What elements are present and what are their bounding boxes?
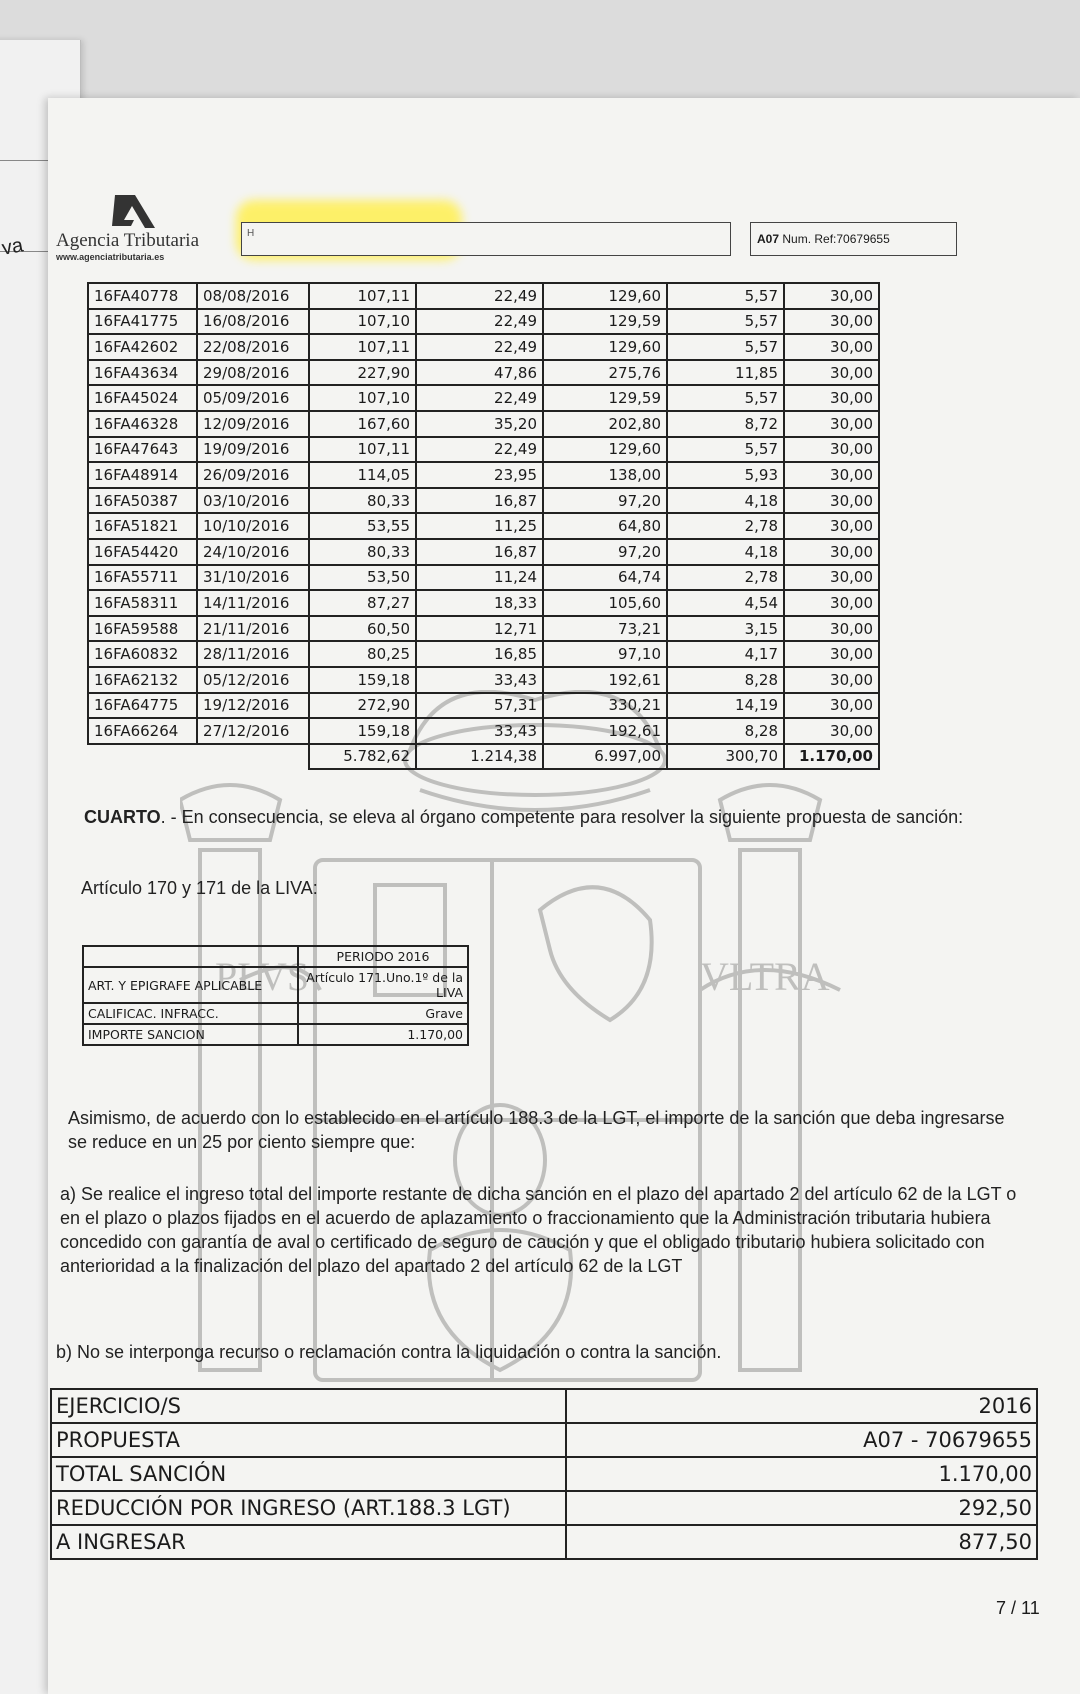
invoice-cell: 30,00 <box>784 590 879 616</box>
invoice-cell: 30,00 <box>784 539 879 565</box>
invoice-cell: 4,17 <box>667 641 784 667</box>
invoice-cell: 27/12/2016 <box>197 718 309 744</box>
invoice-cell: 30,00 <box>784 718 879 744</box>
invoice-cell: 4,54 <box>667 590 784 616</box>
reference-box <box>750 222 957 256</box>
invoice-cell: 73,21 <box>543 616 667 642</box>
invoice-cell: 159,18 <box>309 718 416 744</box>
invoice-cell: 16FA54420 <box>88 539 197 565</box>
page-number: 7 / 11 <box>996 1598 1040 1618</box>
invoice-cell: 16FA64775 <box>88 693 197 719</box>
invoice-row <box>88 667 879 693</box>
invoice-cell: 47,86 <box>416 360 543 386</box>
invoice-cell: 5,57 <box>667 283 784 309</box>
invoice-total-cell: 1.170,00 <box>784 744 879 770</box>
invoice-cell: 16/08/2016 <box>197 309 309 335</box>
summary-row <box>51 1525 1037 1559</box>
invoice-cell: 16FA45024 <box>88 385 197 411</box>
invoice-cell: 05/09/2016 <box>197 385 309 411</box>
motto-left: PLVS <box>215 954 310 999</box>
sanction-label: IMPORTE SANCION <box>83 1024 298 1045</box>
invoice-cell: 28/11/2016 <box>197 641 309 667</box>
invoice-cell: 12,71 <box>416 616 543 642</box>
summary-row <box>51 1491 1037 1525</box>
invoice-row <box>88 385 879 411</box>
summary-label: TOTAL SANCIÓN <box>51 1457 566 1491</box>
invoice-row <box>88 360 879 386</box>
sanction-value: Grave <box>298 1003 468 1024</box>
invoice-cell: 159,18 <box>309 667 416 693</box>
invoice-cell: 57,31 <box>416 693 543 719</box>
invoice-cell: 16FA43634 <box>88 360 197 386</box>
invoice-row <box>88 718 879 744</box>
invoice-cell: 114,05 <box>309 462 416 488</box>
invoice-table <box>87 282 880 770</box>
invoice-cell: 8,28 <box>667 667 784 693</box>
invoice-cell: 4,18 <box>667 539 784 565</box>
invoice-cell: 275,76 <box>543 360 667 386</box>
summary-value: 877,50 <box>566 1525 1037 1559</box>
invoice-cell: 19/09/2016 <box>197 437 309 463</box>
summary-value: 292,50 <box>566 1491 1037 1525</box>
invoice-cell: 129,59 <box>543 309 667 335</box>
invoice-cell: 2,78 <box>667 513 784 539</box>
invoice-cell: 129,60 <box>543 437 667 463</box>
invoice-cell: 107,11 <box>309 334 416 360</box>
invoice-cell: 87,27 <box>309 590 416 616</box>
invoice-cell: 30,00 <box>784 334 879 360</box>
invoice-cell: 30,00 <box>784 309 879 335</box>
invoice-row <box>88 513 879 539</box>
summary-table <box>50 1388 1038 1560</box>
invoice-row <box>88 565 879 591</box>
invoice-row <box>88 539 879 565</box>
condition-a: a) Se realice el ingreso total del importe restante de dicha sanción en el plazo del apartado 2 del artículo 62 de la LGT o en el plazo o plazos fijados en el acuerdo de aplazamiento o fraccionamiento que la Administración tributaria hubiera concedido con garantía de aval o certificado de seguro de caución y que el obligado tributario hubiera solicitado con anterioridad a la finalización del plazo del apartado 2 del artículo 62 de la LGT <box>60 1184 1017 1276</box>
invoice-cell: 29/08/2016 <box>197 360 309 386</box>
invoice-cell: 22/08/2016 <box>197 334 309 360</box>
summary-label: REDUCCIÓN POR INGRESO (ART.188.3 LGT) <box>51 1491 566 1525</box>
summary-row <box>51 1389 1037 1423</box>
invoice-cell: 22,49 <box>416 334 543 360</box>
invoice-cell: 16,87 <box>416 488 543 514</box>
underlying-page-text: va <box>0 234 25 260</box>
invoice-total-cell: 1.214,38 <box>416 744 543 770</box>
invoice-cell: 16,85 <box>416 641 543 667</box>
invoice-cell: 16FA58311 <box>88 590 197 616</box>
asimismo-paragraph: Asimismo, de acuerdo con lo establecido en el artículo 188.3 de la LGT, el importe de la sanción que deba ingresarse se reduce en un 25 por ciento siempre que: <box>68 1108 1005 1152</box>
invoice-cell: 33,43 <box>416 667 543 693</box>
invoice-cell: 30,00 <box>784 411 879 437</box>
invoice-cell: 12/09/2016 <box>197 411 309 437</box>
invoice-cell: 16FA41775 <box>88 309 197 335</box>
agency-name: Agencia Tributaria <box>56 230 200 251</box>
invoice-cell: 64,74 <box>543 565 667 591</box>
invoice-cell: 30,00 <box>784 283 879 309</box>
invoice-cell: 05/12/2016 <box>197 667 309 693</box>
summary-row <box>51 1423 1037 1457</box>
invoice-cell: 19/12/2016 <box>197 693 309 719</box>
invoice-cell: 3,15 <box>667 616 784 642</box>
invoice-cell: 30,00 <box>784 385 879 411</box>
invoice-row <box>88 488 879 514</box>
invoice-cell: 272,90 <box>309 693 416 719</box>
summary-label: A INGRESAR <box>51 1525 566 1559</box>
invoice-row <box>88 616 879 642</box>
invoice-cell: 2,78 <box>667 565 784 591</box>
summary-row <box>51 1457 1037 1491</box>
invoice-cell: 16FA50387 <box>88 488 197 514</box>
sanction-label: ART. Y EPIGRAFE APLICABLE <box>83 967 298 1003</box>
invoice-cell: 30,00 <box>784 693 879 719</box>
invoice-cell: 105,60 <box>543 590 667 616</box>
invoice-cell: 30,00 <box>784 462 879 488</box>
invoice-cell: 53,55 <box>309 513 416 539</box>
agencia-logo-icon <box>110 190 160 230</box>
invoice-cell: 138,00 <box>543 462 667 488</box>
invoice-cell: 30,00 <box>784 488 879 514</box>
invoice-cell: 107,11 <box>309 283 416 309</box>
cuarto-body: . - En consecuencia, se eleva al órgano competente para resolver la siguiente propuesta de sanción: <box>160 807 964 827</box>
invoice-cell: 202,80 <box>543 411 667 437</box>
invoice-cell: 03/10/2016 <box>197 488 309 514</box>
sanction-value: 1.170,00 <box>298 1024 468 1045</box>
invoice-cell: 11,85 <box>667 360 784 386</box>
invoice-cell: 129,59 <box>543 385 667 411</box>
taxpayer-name-text: H <box>247 228 255 239</box>
invoice-cell: 107,10 <box>309 309 416 335</box>
invoice-cell: 16FA66264 <box>88 718 197 744</box>
invoice-cell: 16FA47643 <box>88 437 197 463</box>
taxpayer-name-box <box>241 222 731 256</box>
invoice-totals-blank <box>197 744 309 770</box>
invoice-cell: 22,49 <box>416 385 543 411</box>
summary-label: EJERCICIO/S <box>51 1389 566 1423</box>
invoice-row <box>88 283 879 309</box>
invoice-cell: 97,20 <box>543 539 667 565</box>
invoice-total-cell: 300,70 <box>667 744 784 770</box>
invoice-cell: 5,93 <box>667 462 784 488</box>
invoice-cell: 23,95 <box>416 462 543 488</box>
invoice-cell: 16FA48914 <box>88 462 197 488</box>
invoice-totals-row <box>88 744 879 770</box>
invoice-cell: 64,80 <box>543 513 667 539</box>
invoice-cell: 129,60 <box>543 334 667 360</box>
invoice-row <box>88 590 879 616</box>
invoice-cell: 26/09/2016 <box>197 462 309 488</box>
invoice-totals-blank <box>88 744 197 770</box>
invoice-cell: 16FA62132 <box>88 667 197 693</box>
reference-number: Num. Ref:70679655 <box>782 232 890 246</box>
invoice-cell: 30,00 <box>784 616 879 642</box>
invoice-cell: 16FA51821 <box>88 513 197 539</box>
invoice-cell: 8,72 <box>667 411 784 437</box>
invoice-cell: 30,00 <box>784 513 879 539</box>
articulo-heading: Artículo 170 y 171 de la LIVA: <box>81 878 318 898</box>
invoice-cell: 107,10 <box>309 385 416 411</box>
invoice-cell: 14,19 <box>667 693 784 719</box>
invoice-cell: 22,49 <box>416 437 543 463</box>
invoice-row <box>88 462 879 488</box>
invoice-cell: 30,00 <box>784 360 879 386</box>
invoice-row <box>88 437 879 463</box>
invoice-cell: 22,49 <box>416 309 543 335</box>
invoice-cell: 192,61 <box>543 718 667 744</box>
cuarto-paragraph <box>84 805 1004 829</box>
invoice-row <box>88 334 879 360</box>
invoice-cell: 35,20 <box>416 411 543 437</box>
invoice-cell: 16FA46328 <box>88 411 197 437</box>
invoice-cell: 330,21 <box>543 693 667 719</box>
invoice-cell: 129,60 <box>543 283 667 309</box>
motto-right: VLTRA <box>700 954 830 999</box>
invoice-cell: 5,57 <box>667 309 784 335</box>
invoice-cell: 80,25 <box>309 641 416 667</box>
invoice-cell: 16FA60832 <box>88 641 197 667</box>
invoice-cell: 11,24 <box>416 565 543 591</box>
invoice-cell: 5,57 <box>667 437 784 463</box>
invoice-cell: 5,57 <box>667 385 784 411</box>
invoice-cell: 60,50 <box>309 616 416 642</box>
invoice-cell: 80,33 <box>309 539 416 565</box>
invoice-cell: 80,33 <box>309 488 416 514</box>
invoice-cell: 16FA55711 <box>88 565 197 591</box>
summary-value: A07 - 70679655 <box>566 1423 1037 1457</box>
invoice-cell: 5,57 <box>667 334 784 360</box>
invoice-cell: 4,18 <box>667 488 784 514</box>
invoice-total-cell: 6.997,00 <box>543 744 667 770</box>
invoice-cell: 97,20 <box>543 488 667 514</box>
invoice-cell: 30,00 <box>784 437 879 463</box>
invoice-cell: 16FA40778 <box>88 283 197 309</box>
invoice-cell: 22,49 <box>416 283 543 309</box>
sanction-label: CALIFICAC. INFRACC. <box>83 1003 298 1024</box>
invoice-cell: 97,10 <box>543 641 667 667</box>
invoice-cell: 31/10/2016 <box>197 565 309 591</box>
invoice-cell: 30,00 <box>784 667 879 693</box>
summary-label: PROPUESTA <box>51 1423 566 1457</box>
sanction-value: Artículo 171.Uno.1º de la LIVA <box>298 967 468 1003</box>
invoice-cell: 227,90 <box>309 360 416 386</box>
invoice-row <box>88 693 879 719</box>
summary-value: 1.170,00 <box>566 1457 1037 1491</box>
reference-text <box>757 232 890 246</box>
invoice-cell: 33,43 <box>416 718 543 744</box>
invoice-cell: 10/10/2016 <box>197 513 309 539</box>
invoice-cell: 24/10/2016 <box>197 539 309 565</box>
cuarto-label: CUARTO <box>84 807 161 827</box>
invoice-cell: 16,87 <box>416 539 543 565</box>
invoice-cell: 30,00 <box>784 641 879 667</box>
invoice-cell: 16FA59588 <box>88 616 197 642</box>
sanction-header-blank <box>83 946 298 967</box>
invoice-cell: 18,33 <box>416 590 543 616</box>
invoice-cell: 167,60 <box>309 411 416 437</box>
invoice-row <box>88 641 879 667</box>
invoice-row <box>88 309 879 335</box>
invoice-cell: 107,11 <box>309 437 416 463</box>
invoice-cell: 08/08/2016 <box>197 283 309 309</box>
invoice-cell: 11,25 <box>416 513 543 539</box>
agency-url: www.agenciatributaria.es <box>56 252 165 262</box>
invoice-cell: 16FA42602 <box>88 334 197 360</box>
invoice-row <box>88 411 879 437</box>
invoice-cell: 30,00 <box>784 565 879 591</box>
invoice-cell: 21/11/2016 <box>197 616 309 642</box>
reference-prefix: A07 <box>757 232 780 246</box>
invoice-total-cell: 5.782,62 <box>309 744 416 770</box>
invoice-cell: 53,50 <box>309 565 416 591</box>
sanction-period: PERIODO 2016 <box>298 946 468 967</box>
condition-b: b) No se interponga recurso o reclamación contra la liquidación o contra la sanción. <box>56 1342 722 1362</box>
sanction-table <box>82 945 469 1046</box>
summary-value: 2016 <box>566 1389 1037 1423</box>
invoice-cell: 8,28 <box>667 718 784 744</box>
invoice-cell: 192,61 <box>543 667 667 693</box>
invoice-cell: 14/11/2016 <box>197 590 309 616</box>
